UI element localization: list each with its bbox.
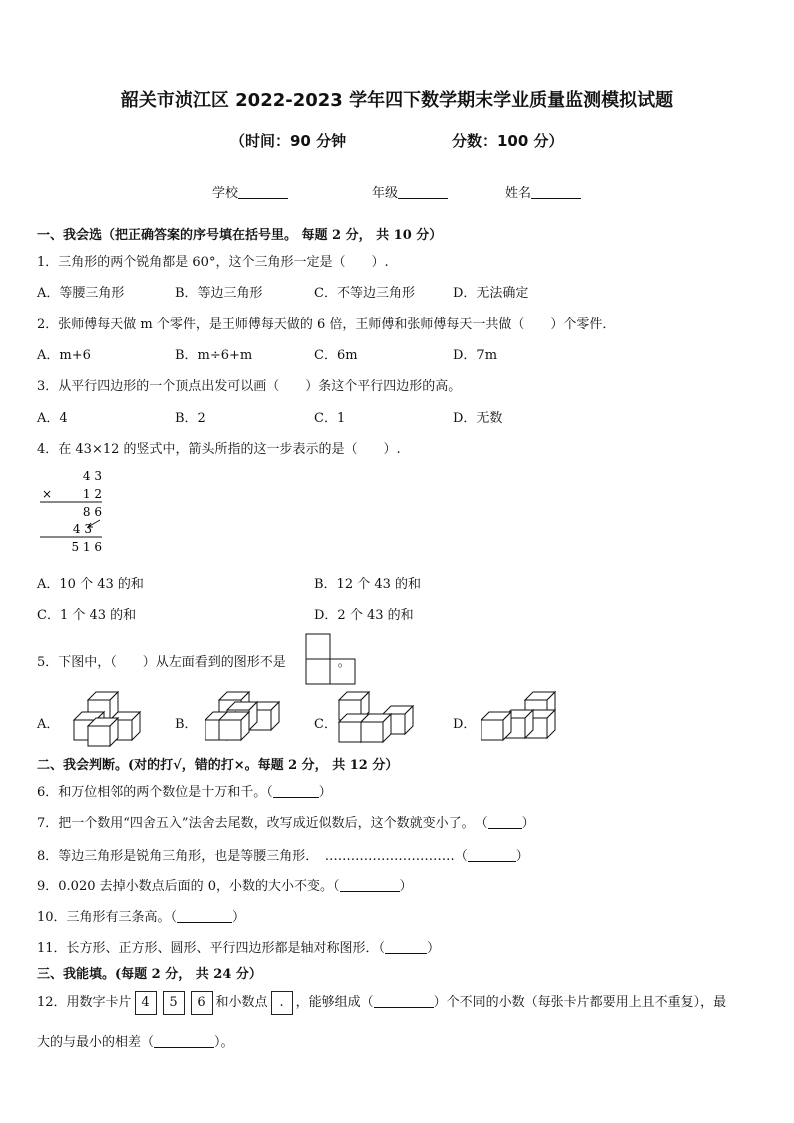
- vertical-multiplication: [36, 464, 116, 556]
- q3-option-c: C．1: [314, 411, 346, 426]
- question-12: 12．用数字卡片 4 5 6 和小数点 . ，能够组成（ ）个不同的小数（每张卡片都要用上且不重复），最: [37, 990, 726, 1016]
- q5-option-a: A．: [37, 717, 60, 732]
- q5-option-c: C．: [314, 717, 337, 732]
- calc-row-4: 4 3: [72, 522, 92, 536]
- page-title: 韶关市浈江区 2022-2023 学年四下数学期末学业质量监测模拟试题: [120, 90, 674, 111]
- question-2: 2．张师傅每天做 m 个零件，是王师傅每天做的 6 倍，王师傅和张师傅每天一共做（ ）个零件．: [37, 317, 616, 332]
- calc-times-sign: ×: [42, 487, 53, 501]
- cube-figure-a: [66, 690, 142, 748]
- question-5: 5．下图中，（ ）从左面看到的图形不是 。: [37, 655, 351, 670]
- digit-card-4: 4: [135, 991, 157, 1015]
- question-1: 1．三角形的两个锐角都是 60°，这个三角形一定是（ ）.: [37, 255, 389, 270]
- calc-row-2: 1 2: [82, 487, 102, 501]
- cube-figure-b: [205, 690, 281, 748]
- exam-time: （时间：90 分钟: [230, 132, 347, 150]
- cube-figure-d: [481, 690, 559, 746]
- q3-option-a: A．4: [37, 411, 68, 426]
- q1-option-d: D．无法确定: [453, 286, 529, 301]
- calc-row-3: 8 6: [82, 505, 102, 519]
- q2-option-b: B．m÷6+m: [175, 348, 253, 363]
- question-7: 7．把一个数用“四舍五入”法舍去尾数，改写成近似数后，这个数就变小了。 （ ）: [37, 816, 535, 831]
- digit-card-5: 5: [163, 991, 185, 1015]
- question-9: 9．0.020 去掉小数点后面的 0，小数的大小不变。（ ）: [37, 879, 413, 894]
- q2-option-a: A．m+6: [37, 348, 91, 363]
- q2-option-d: D．7m: [453, 348, 498, 363]
- question-3: 3．从平行四边形的一个顶点出发可以画（ ）条这个平行四边形的高。: [37, 379, 462, 394]
- grade-field: 年级: [372, 182, 448, 201]
- question-4: 4．在 43×12 的竖式中，箭头所指的这一步表示的是（ ）.: [37, 442, 401, 457]
- calc-row-5: 5 1 6: [71, 540, 102, 554]
- q4-option-a: A．10 个 43 的和: [37, 577, 144, 592]
- section-heading-fill: 三、我能填。(每题 2 分， 共 24 分）: [37, 967, 262, 982]
- q2-option-c: C．6m: [314, 348, 358, 363]
- q1-option-b: B．等边三角形: [175, 286, 263, 301]
- question-8: 8．等边三角形是锐角三角形，也是等腰三角形． …………………………（ ）: [37, 849, 529, 864]
- q4-option-b: B．12 个 43 的和: [314, 577, 422, 592]
- section-heading-judge: 二、我会判断。(对的打√，错的打×。每题 2 分， 共 12 分）: [37, 758, 399, 773]
- question-12-continued: 大的与最小的相差（ ）。: [37, 1035, 234, 1050]
- question-6: 6．和万位相邻的两个数位是十万和千。（ ）: [37, 785, 332, 800]
- decimal-point-card: .: [271, 991, 293, 1015]
- q3-option-d: D．无数: [453, 411, 503, 426]
- q1-option-c: C．不等边三角形: [314, 286, 415, 301]
- left-view-figure: [305, 633, 357, 685]
- q3-option-b: B．2: [175, 411, 206, 426]
- question-11: 11．长方形、正方形、圆形、平行四边形都是轴对称图形．（ ）: [37, 941, 441, 956]
- calc-row-1: 4 3: [82, 469, 102, 483]
- q4-option-d: D．2 个 43 的和: [314, 608, 414, 623]
- exam-score: 分数：100 分）: [452, 132, 564, 150]
- question-10: 10．三角形有三条高。（ ）: [37, 910, 246, 925]
- q5-option-b: B．: [175, 717, 198, 732]
- q1-option-a: A．等腰三角形: [37, 286, 125, 301]
- name-field: 姓名: [505, 182, 581, 201]
- school-field: 学校: [212, 182, 288, 201]
- q5-option-d: D．: [453, 717, 477, 732]
- digit-card-6: 6: [191, 991, 213, 1015]
- cube-figure-c: [337, 690, 415, 748]
- q4-option-c: C．1 个 43 的和: [37, 608, 137, 623]
- section-heading-choice: 一、我会选（把正确答案的序号填在括号里。 每题 2 分， 共 10 分）: [37, 228, 443, 243]
